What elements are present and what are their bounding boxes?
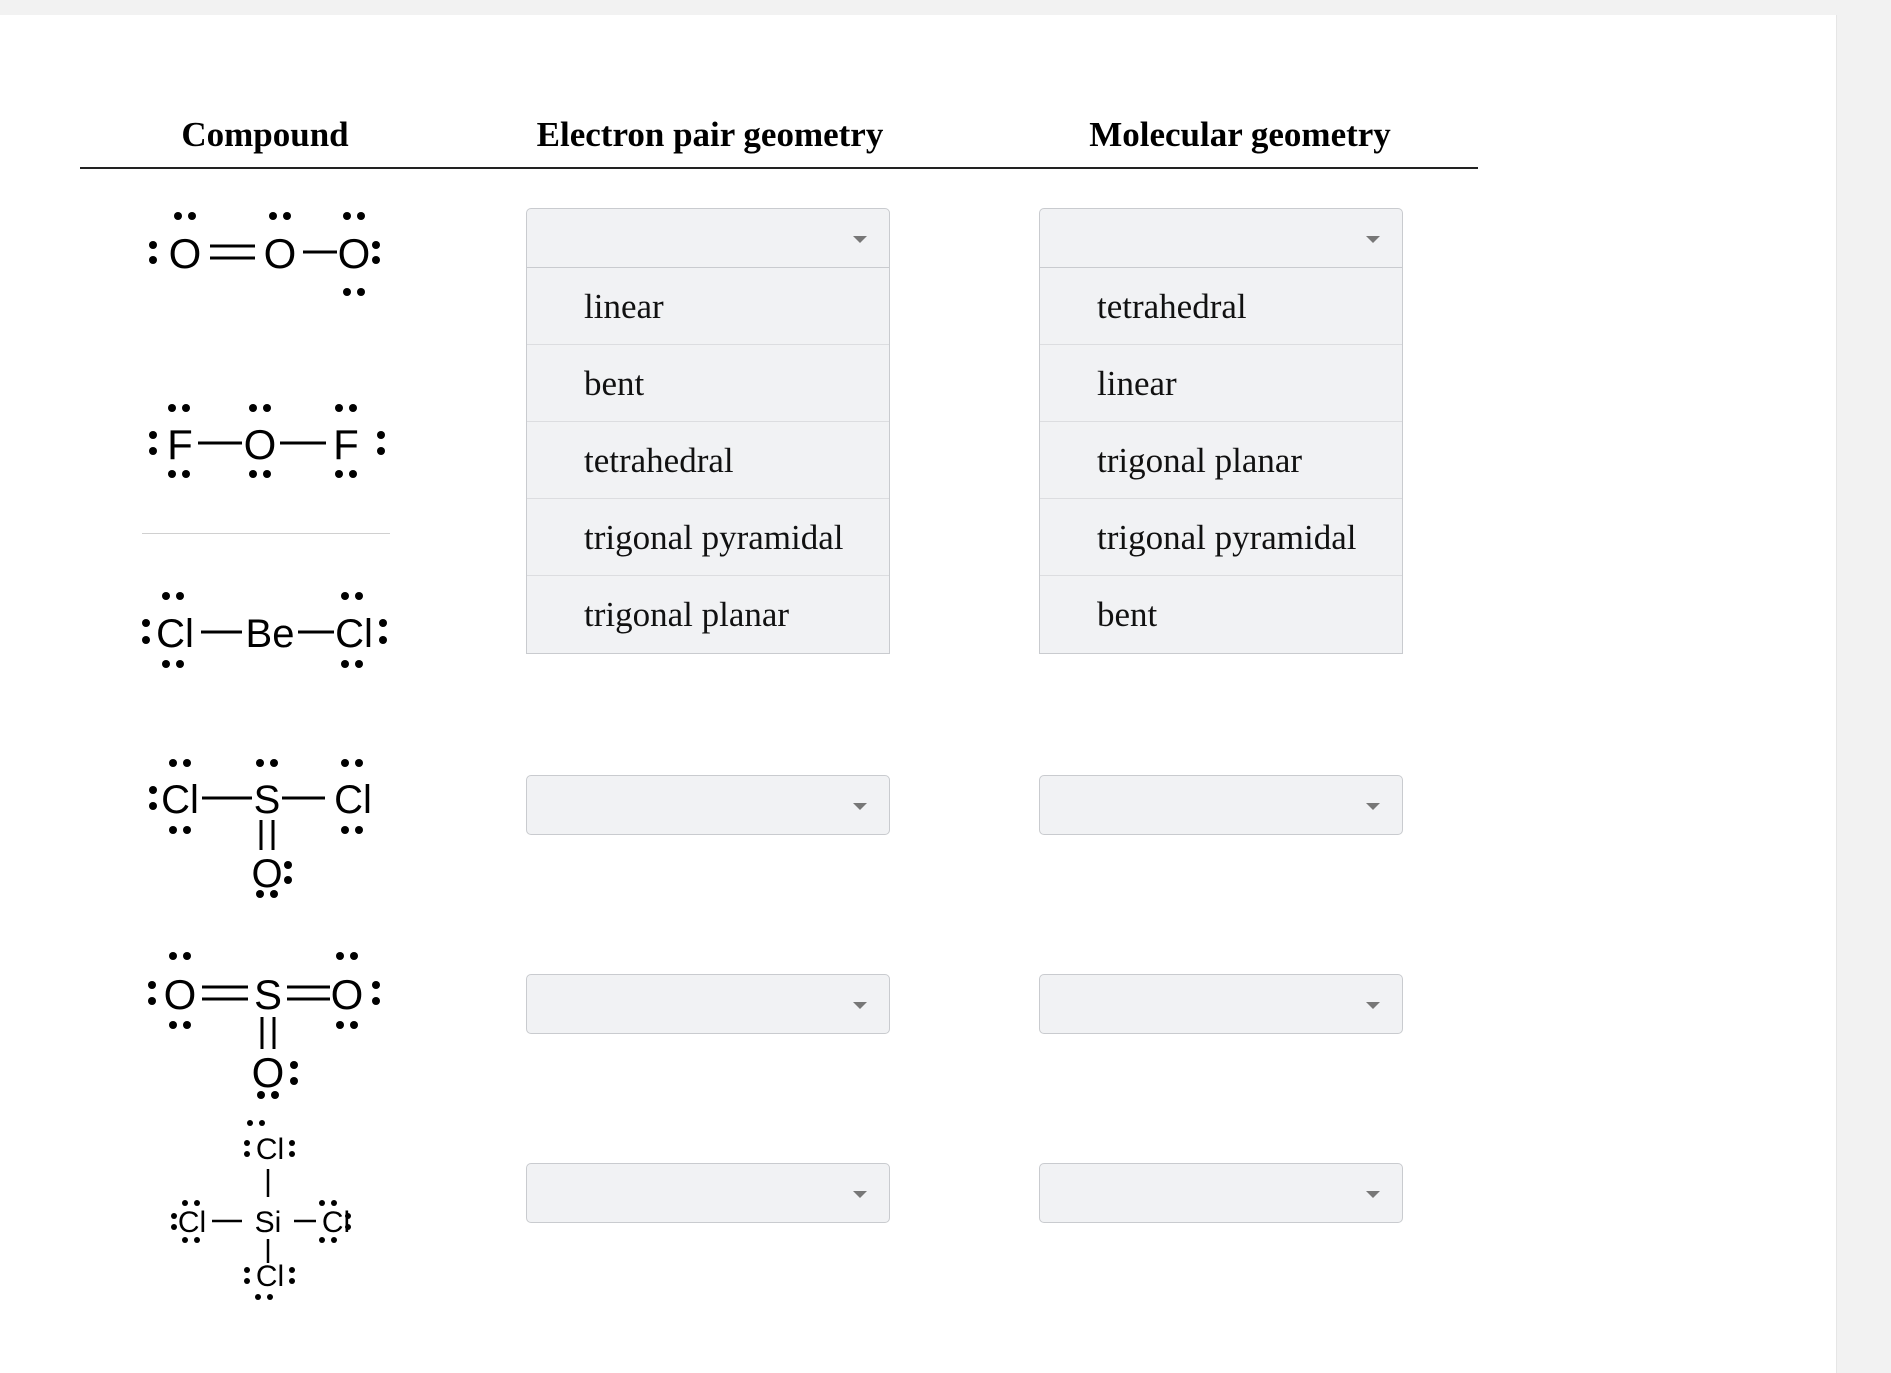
atom-o: O [163, 971, 197, 1018]
atom-cl: Cl [161, 778, 199, 822]
lewis-structure-so3 [140, 943, 400, 1103]
scrollbar[interactable] [1836, 15, 1891, 1373]
atom-cl: Cl [177, 1206, 207, 1239]
chevron-down-icon [853, 1191, 867, 1198]
atom-cl: Cl [321, 1206, 351, 1239]
atom-o: O [337, 230, 371, 277]
option-linear[interactable]: linear [527, 268, 889, 345]
option-trigonal-pyramidal[interactable]: trigonal pyramidal [527, 499, 889, 576]
header-compound: Compound [181, 115, 349, 154]
option-trigonal-planar[interactable]: trigonal planar [584, 595, 790, 634]
lewis-structure-o3 [140, 200, 400, 300]
atom-cl: Cl [334, 778, 372, 822]
chevron-down-icon [1366, 236, 1380, 243]
molecular-geometry-select-row5[interactable] [1039, 974, 1403, 1034]
atom-o: O [330, 971, 364, 1018]
option-tetrahedral[interactable]: tetrahedral [1040, 268, 1402, 345]
atom-cl: Cl [156, 612, 194, 656]
electron-pair-geometry-menu [526, 268, 890, 654]
option-bent[interactable]: bent [527, 345, 889, 422]
chevron-down-icon [853, 803, 867, 810]
header-electron-pair-geometry: Electron pair geometry [536, 115, 884, 154]
atom-s: S [253, 778, 281, 822]
atom-cl: Cl [255, 1133, 285, 1166]
atom-cl: Cl [255, 1260, 285, 1293]
lewis-structure-socl2 [140, 750, 400, 900]
lewis-structure-of2 [140, 395, 400, 495]
electron-pair-geometry-select-row1[interactable] [526, 208, 890, 268]
chevron-down-icon [1366, 1002, 1380, 1009]
electron-pair-geometry-select-row5[interactable] [526, 974, 890, 1034]
row-divider [142, 533, 390, 534]
option-bent[interactable]: bent [1097, 595, 1158, 634]
worksheet-panel [0, 15, 1837, 1373]
molecular-geometry-select-row4[interactable] [1039, 775, 1403, 835]
atom-o: O [251, 852, 283, 896]
chevron-down-icon [853, 1002, 867, 1009]
option-trigonal-pyramidal[interactable]: trigonal pyramidal [1040, 499, 1402, 576]
atom-f: F [333, 421, 359, 468]
atom-o: O [251, 1049, 285, 1096]
atom-cl: Cl [335, 612, 373, 656]
lewis-structure-sicl4 [160, 1113, 380, 1303]
lewis-structure-becl2 [138, 580, 398, 680]
option-trigonal-planar[interactable]: trigonal planar [1040, 422, 1402, 499]
molecular-geometry-select-row6[interactable] [1039, 1163, 1403, 1223]
atom-o: O [243, 421, 277, 468]
molecular-geometry-menu [1039, 268, 1403, 654]
atom-f: F [167, 421, 193, 468]
option-linear[interactable]: linear [1040, 345, 1402, 422]
chevron-down-icon [1366, 803, 1380, 810]
header-divider [80, 167, 1478, 169]
electron-pair-geometry-select-row6[interactable] [526, 1163, 890, 1223]
molecular-geometry-select-row1[interactable] [1039, 208, 1403, 268]
header-molecular-geometry: Molecular geometry [1089, 115, 1391, 154]
atom-o: O [168, 230, 202, 277]
chevron-down-icon [853, 236, 867, 243]
electron-pair-geometry-select-row4[interactable] [526, 775, 890, 835]
atom-si: Si [254, 1206, 282, 1239]
atom-be: Be [245, 612, 295, 656]
option-tetrahedral[interactable]: tetrahedral [527, 422, 889, 499]
chevron-down-icon [1366, 1191, 1380, 1198]
atom-s: S [253, 971, 283, 1018]
atom-o: O [263, 230, 297, 277]
